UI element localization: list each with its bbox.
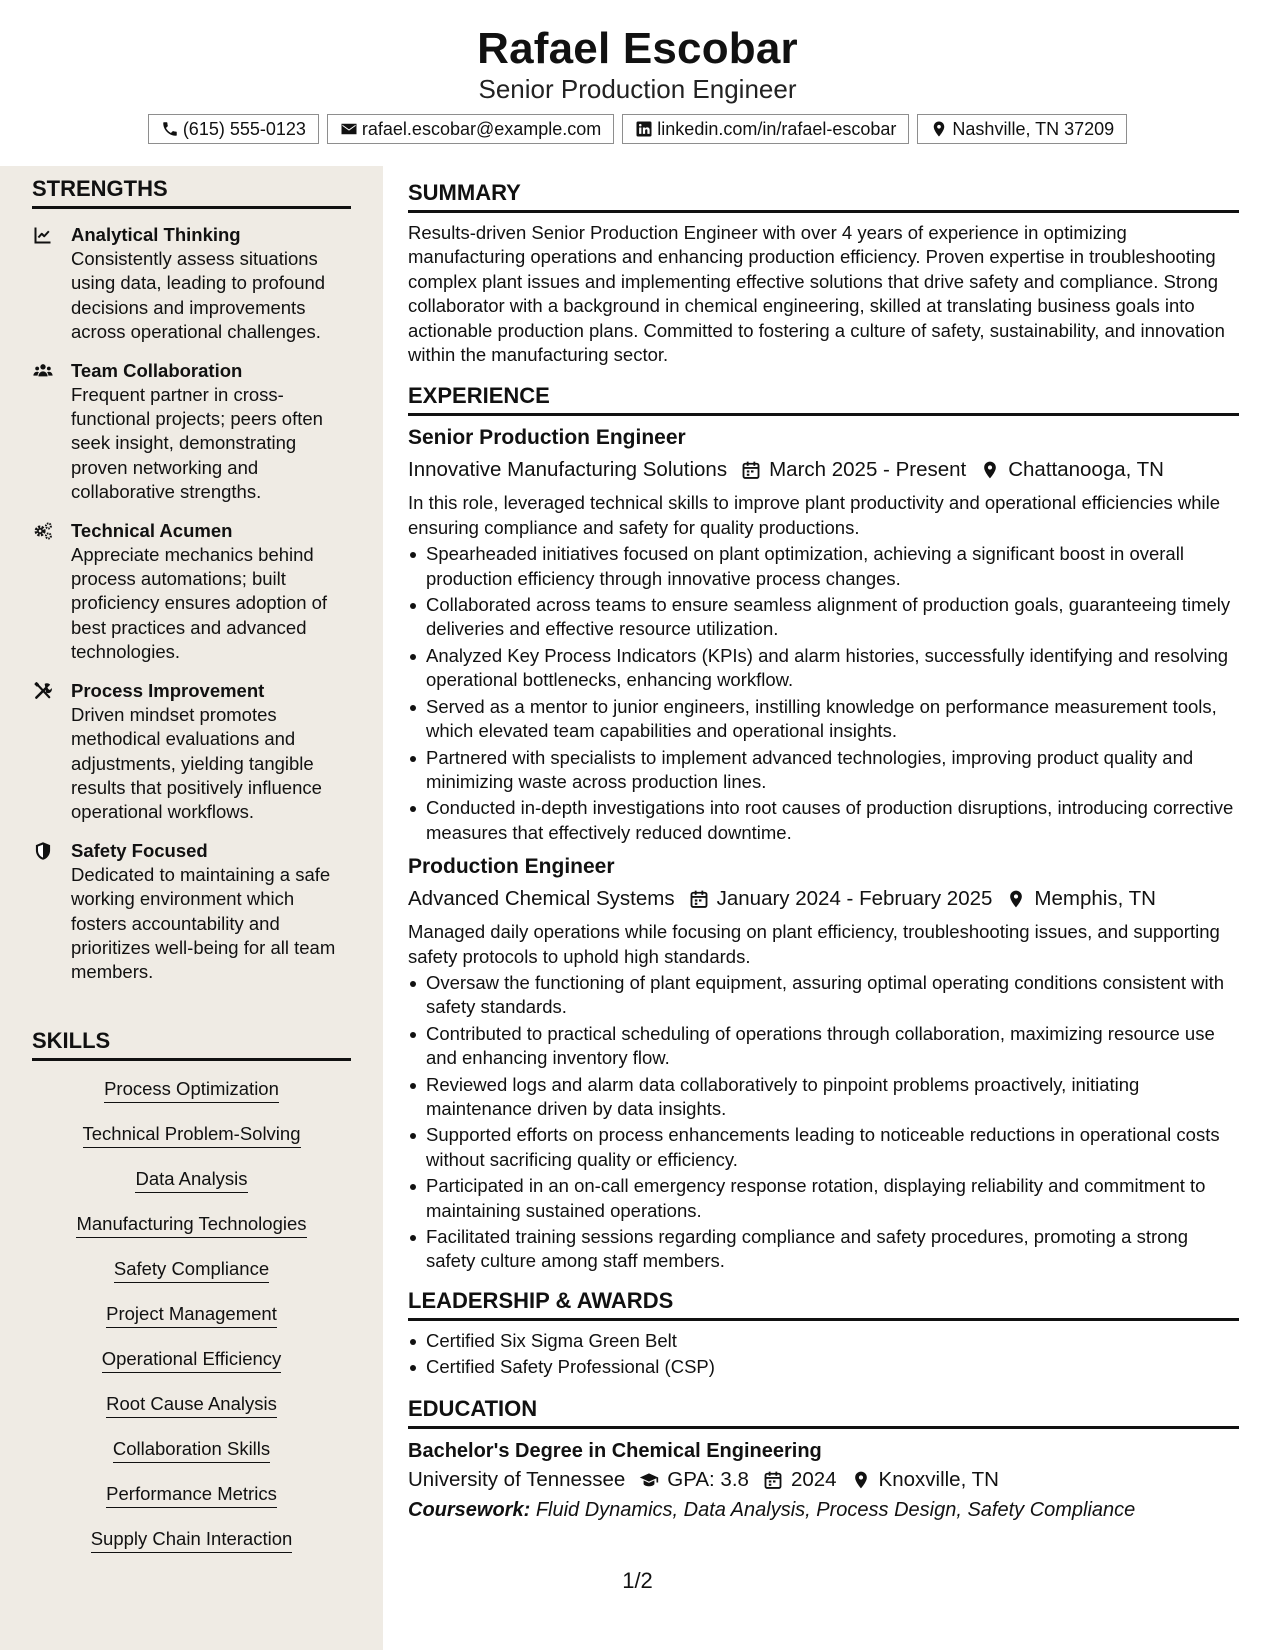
skill-item: Root Cause Analysis — [106, 1392, 277, 1418]
main-content — [408, 180, 1239, 1525]
skills-list — [32, 1077, 351, 1553]
job-location: Chattanooga, TN — [1008, 458, 1164, 482]
envelope-icon — [340, 120, 358, 138]
list-item: Conducted in-depth investigations into root causes of production disruptions, introducing corrective measures that effectively reduced downtime. — [408, 796, 1239, 845]
skills-heading: SKILLS — [32, 1028, 351, 1061]
list-item: Facilitated training sessions regarding compliance and safety procedures, promoting a strong safety culture among staff members. — [408, 1225, 1239, 1274]
contact-phone-text: (615) 555-0123 — [182, 118, 306, 139]
job-dates: March 2025 - Present — [769, 458, 967, 482]
strength-item — [32, 839, 351, 985]
contact-email-text: rafael.escobar@example.com — [361, 118, 602, 139]
degree-title: Bachelor's Degree in Chemical Engineering — [408, 1439, 822, 1462]
contact-linkedin[interactable] — [622, 114, 909, 144]
list-item: Supported efforts on process enhancements leading to noticeable reductions in operational costs without sacrificing quality or efficiency. — [408, 1123, 1239, 1172]
contact-row — [0, 114, 1275, 144]
skill-item: Supply Chain Interaction — [91, 1527, 293, 1553]
strength-desc: Dedicated to maintaining a safe working environment which fosters accountability and prioritizes well-being for all team members. — [71, 863, 336, 983]
map-pin-icon — [980, 460, 1000, 480]
list-item: Reviewed logs and alarm data collaboratively to pinpoint problems proactively, initiating maintenance driven by data insights. — [408, 1073, 1239, 1122]
calendar-icon — [763, 1470, 783, 1490]
skill-item: Operational Efficiency — [102, 1347, 282, 1373]
strengths-heading: STRENGTHS — [32, 176, 351, 209]
job-meta — [408, 455, 1239, 485]
job-entry — [408, 424, 1239, 845]
job-location: Memphis, TN — [1034, 887, 1156, 911]
map-pin-icon — [1006, 889, 1026, 909]
calendar-icon — [741, 460, 761, 480]
leadership-heading: LEADERSHIP & AWARDS — [408, 1288, 1239, 1321]
skill-item: Safety Compliance — [114, 1257, 269, 1283]
list-item: Served as a mentor to junior engineers, instilling knowledge on performance measurement tools, which elevated team capabilities and operational insights. — [408, 695, 1239, 744]
list-item: Certified Safety Professional (CSP) — [408, 1355, 1239, 1379]
strength-item — [32, 679, 351, 825]
tools-icon — [32, 681, 54, 701]
skill-item: Technical Problem-Solving — [83, 1122, 301, 1148]
page-number: 1/2 — [622, 1568, 653, 1593]
chart-line-icon — [32, 225, 54, 245]
list-item: Partnered with specialists to implement advanced technologies, improving product quality and minimizing waste across production lines. — [408, 746, 1239, 795]
skill-item: Manufacturing Technologies — [76, 1212, 306, 1238]
shield-icon — [32, 841, 54, 861]
list-item: Collaborated across teams to ensure seamless alignment of production goals, guaranteeing timely deliveries and effective resource utilization. — [408, 593, 1239, 642]
list-item: Certified Six Sigma Green Belt — [408, 1329, 1239, 1353]
strength-desc: Driven mindset promotes methodical evaluations and adjustments, yielding tangible results that positively influence operational workflows. — [71, 703, 322, 823]
strengths-section — [32, 176, 351, 985]
strength-title: Technical Acumen — [71, 519, 233, 541]
strength-title: Process Improvement — [71, 679, 265, 701]
summary-heading: SUMMARY — [408, 180, 1239, 213]
job-entry — [408, 853, 1239, 1274]
contact-email[interactable] — [327, 114, 614, 144]
job-description: Managed daily operations while focusing on plant efficiency, troubleshooting issues, and supporting safety protocols to uphold high standards. — [408, 921, 1220, 967]
candidate-name: Rafael Escobar — [477, 24, 798, 73]
coursework-label: Coursework: — [408, 1498, 531, 1521]
phone-icon — [161, 120, 179, 138]
map-pin-icon — [930, 120, 948, 138]
school-name: University of Tennessee — [408, 1467, 626, 1491]
strength-desc: Frequent partner in cross-functional projects; peers often seek insight, demonstrating proven networking and collaborative strengths. — [71, 383, 323, 503]
job-meta — [408, 884, 1239, 914]
list-item: Contributed to practical scheduling of operations through collaboration, maximizing resource use and enhancing inventory flow. — [408, 1022, 1239, 1071]
job-title: Senior Production Engineer — [408, 426, 686, 450]
sidebar — [0, 166, 383, 1650]
skill-item: Project Management — [106, 1302, 277, 1328]
gears-icon — [32, 521, 54, 541]
strength-title: Team Collaboration — [71, 359, 243, 381]
users-icon — [32, 361, 54, 381]
education-heading: EDUCATION — [408, 1396, 1239, 1429]
graduation-cap-icon — [639, 1470, 659, 1490]
contact-phone[interactable] — [148, 114, 319, 144]
job-dates: January 2024 - February 2025 — [716, 887, 993, 911]
strength-item — [32, 223, 351, 345]
list-item: Oversaw the functioning of plant equipment, assuring optimal operating conditions consistent with safety standards. — [408, 971, 1239, 1020]
skill-item: Data Analysis — [135, 1167, 247, 1193]
resume-header — [0, 0, 1275, 166]
job-bullets — [408, 542, 1239, 845]
gpa: GPA: 3.8 — [667, 1467, 749, 1491]
education-meta — [408, 1465, 1239, 1495]
list-item: Analyzed Key Process Indicators (KPIs) and alarm histories, successfully identifying and resolving operational bottlenecks, enhancing workflow. — [408, 644, 1239, 693]
contact-linkedin-text: linkedin.com/in/rafael-escobar — [657, 118, 897, 139]
job-company: Advanced Chemical Systems — [408, 887, 675, 911]
job-bullets — [408, 971, 1239, 1274]
strength-title: Safety Focused — [71, 839, 208, 861]
school-location: Knoxville, TN — [878, 1467, 999, 1491]
job-title: Production Engineer — [408, 855, 615, 879]
contact-location[interactable] — [917, 114, 1127, 144]
skills-section — [32, 1028, 351, 1572]
list-item: Participated in an on-call emergency response rotation, displaying reliability and commitment to maintaining sustained operations. — [408, 1174, 1239, 1223]
candidate-title: Senior Production Engineer — [478, 74, 797, 104]
experience-heading: EXPERIENCE — [408, 383, 1239, 416]
job-description: In this role, leveraged technical skills to improve plant productivity and operational efficiencies while ensuring compliance and safety for quality productions. — [408, 492, 1221, 538]
coursework — [408, 1495, 1239, 1525]
map-pin-icon — [851, 1470, 871, 1490]
summary-text: Results-driven Senior Production Engineer with over 4 years of experience in optimizing manufacturing operations and enhancing production efficiency. Proven expertise in troubleshooting complex plant issues and implementing effective solutions that drive safety and compliance. Strong collaborator with a background in chemical engineering, skilled at translating business goals into actionable production plans. Committed to fostering a culture of safety, sustainability, and innovation within the manufacturing sector. — [408, 222, 1225, 366]
strength-desc: Appreciate mechanics behind process automations; built proficiency ensures adoption of best practices and advanced technologies. — [71, 543, 328, 663]
contact-location-text: Nashville, TN 37209 — [952, 118, 1115, 139]
strength-desc: Consistently assess situations using data, leading to profound decisions and improvements across operational challenges. — [71, 248, 326, 343]
strength-item — [32, 519, 351, 665]
graduation-year: 2024 — [790, 1467, 837, 1491]
skill-item: Process Optimization — [104, 1077, 279, 1103]
skill-item: Collaboration Skills — [113, 1437, 270, 1463]
linkedin-icon — [635, 120, 653, 138]
job-company: Innovative Manufacturing Solutions — [408, 458, 728, 482]
skill-item: Performance Metrics — [106, 1482, 277, 1508]
list-item: Spearheaded initiatives focused on plant optimization, achieving a significant boost in overall production efficiency through innovative process changes. — [408, 542, 1239, 591]
calendar-icon — [689, 889, 709, 909]
strength-item — [32, 359, 351, 505]
strength-title: Analytical Thinking — [71, 224, 241, 245]
leadership-list — [408, 1329, 1239, 1380]
coursework-list: Fluid Dynamics, Data Analysis, Process Design, Safety Compliance — [535, 1498, 1136, 1521]
